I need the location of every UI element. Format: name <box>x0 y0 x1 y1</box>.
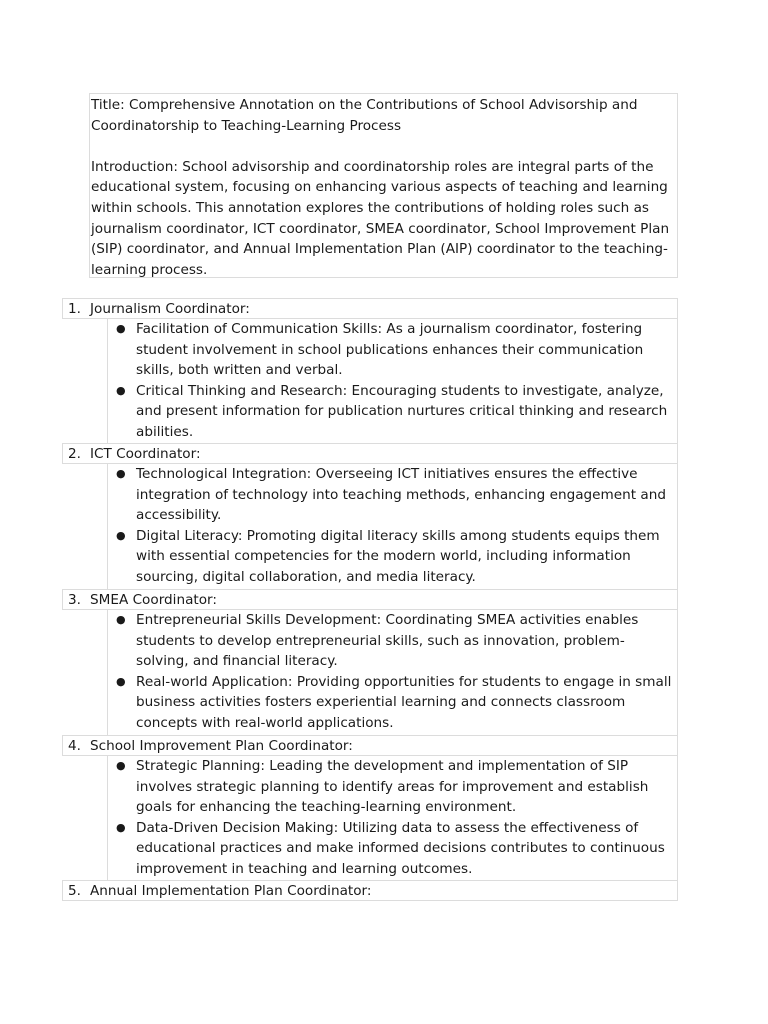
list-item-3 <box>62 589 678 610</box>
bullet-icon: ● <box>116 613 126 626</box>
list-item-label: School Improvement Plan Coordinator: <box>90 738 353 754</box>
bullet-icon: ● <box>116 674 126 688</box>
list-item-4 <box>62 735 678 756</box>
list-item-2 <box>62 443 678 464</box>
list-item-1 <box>62 298 678 319</box>
bullet-item: ● Strategic Planning: Leading the development and implementation of SIP involves strategic planning to identify areas for improvement and establish goals for enhancing the teaching-learning environment. <box>116 758 649 816</box>
bullet-list-3 <box>107 610 678 736</box>
bullet-icon: ● <box>116 820 126 834</box>
list-item-number: 3. <box>68 592 81 608</box>
bullet-item: ● Real-world Application: Providing opportunities for students to engage in small business activities fosters experiential learning and connects classroom concepts with real-world applications. <box>116 673 672 731</box>
list-item-label: SMEA Coordinator: <box>90 592 217 608</box>
bullet-list-4 <box>107 756 678 881</box>
list-item-number: 1. <box>68 301 81 317</box>
bullet-item: ● Technological Integration: Overseeing ICT initiatives ensures the effective integration of technology into teaching methods, enhancing engagement and accessibility. <box>116 466 666 524</box>
bullet-item: ● Critical Thinking and Research: Encouraging students to investigate, analyze, and present information for publication nurtures critical thinking and research abilities. <box>116 382 668 440</box>
bullet-icon: ● <box>116 467 126 480</box>
bullet-item: ● Entrepreneurial Skills Development: Coordinating SMEA activities enables students to develop entrepreneurial skills, such as innovation, problem-solving, and financial literacy. <box>116 612 639 670</box>
list-item-number: 5. <box>68 883 81 899</box>
introduction-paragraph: Introduction: School advisorship and coordinatorship roles are integral parts of the educational system, focusing on enhancing various aspects of teaching and learning within schools. This annotation explores the contributions of holding roles such as journalism coordinator, ICT coordinator, SMEA coordinator, School Improvement Plan (SIP) coordinator, and Annual Implementation Plan (AIP) coordinator to the teaching-learning process. <box>91 158 670 278</box>
list-item-label: Journalism Coordinator: <box>90 301 250 317</box>
list-item-5 <box>62 880 678 901</box>
title-intro-block <box>89 93 678 278</box>
bullet-icon: ● <box>116 759 126 772</box>
list-item-label: Annual Implementation Plan Coordinator: <box>90 883 372 899</box>
document-title: Title: Comprehensive Annotation on the Contributions of School Advisorship and Coordinatorship to Teaching-Learning Process <box>91 97 638 134</box>
bullet-list-2 <box>107 464 678 590</box>
bullet-item: ● Facilitation of Communication Skills: As a journalism coordinator, fostering student involvement in school publications enhances their communication skills, both written and verbal. <box>116 321 644 379</box>
bullet-list-1 <box>107 319 678 444</box>
list-item-number: 2. <box>68 446 81 462</box>
list-item-number: 4. <box>68 738 81 754</box>
bullet-icon: ● <box>116 322 126 335</box>
bullet-item: ● Data-Driven Decision Making: Utilizing data to assess the effectiveness of educational practices and make informed decisions contributes to continuous improvement in teaching and learning outcomes. <box>116 819 665 877</box>
bullet-icon: ● <box>116 528 126 542</box>
bullet-icon: ● <box>116 383 126 397</box>
bullet-item: ● Digital Literacy: Promoting digital literacy skills among students equips them with essential competencies for the modern world, including information sourcing, digital collaboration, and media literacy. <box>116 527 660 585</box>
list-item-label: ICT Coordinator: <box>90 446 201 462</box>
